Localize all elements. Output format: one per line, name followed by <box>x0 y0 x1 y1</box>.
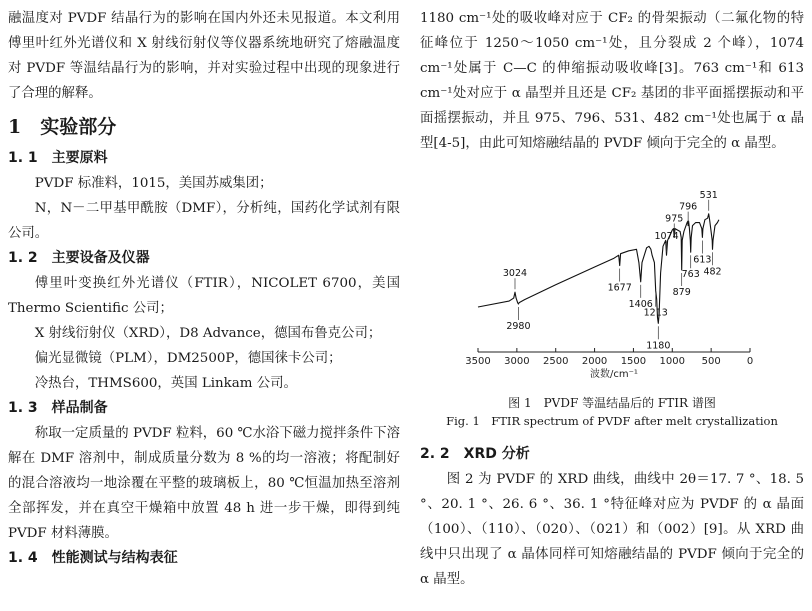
material-dmf: N，N－二甲基甲酰胺（DMF），分析纯，国药化学试剂有限公司。 <box>8 201 400 241</box>
x-tick-label: 3000 <box>504 356 530 367</box>
peak-label-1213: 1213 <box>643 307 668 319</box>
subsection-1-1-heading: 1. 1 主要原料 <box>8 150 108 166</box>
peak-label-796: 796 <box>679 201 698 213</box>
subsection-1-2-heading: 1. 2 主要设备及仪器 <box>8 250 150 266</box>
x-axis-label: 波数/cm⁻¹ <box>590 369 638 380</box>
sample-prep-paragraph: 称取一定质量的 PVDF 粒料，60 ℃水浴下磁力搅拌条件下溶解在 DMF 溶剂中，制成质量分数为 8 %的均一溶液；将配制好的混合溶液均一地涂覆在平整的玻璃板上，80 ℃恒温加热至溶剂全部挥发，并在真空干燥箱中放置 48 h 进一步干燥，即得到纯 PVDF 材料薄膜。 <box>8 426 400 541</box>
subsection-1-3-heading: 1. 3 样品制备 <box>8 400 108 416</box>
x-tick-label: 1500 <box>620 356 647 367</box>
peak-label-3024: 3024 <box>502 268 528 280</box>
subsection-1-4-heading: 1. 4 性能测试与结构表征 <box>8 550 178 566</box>
x-tick-label: 1000 <box>659 356 686 367</box>
peak-label-1677: 1677 <box>607 282 632 294</box>
figure-caption-cn: 图 1 PVDF 等温结晶后的 FTIR 谱图 <box>508 396 716 410</box>
peak-label-613: 613 <box>693 254 712 266</box>
right-column <box>420 6 804 592</box>
equipment-hotstage: 冷热台，THMS600，英国 Linkam 公司。 <box>34 376 297 391</box>
ftir-figure <box>420 166 804 394</box>
peak-label-879: 879 <box>672 287 691 298</box>
peak-label-482: 482 <box>703 266 722 278</box>
x-tick-label: 2000 <box>581 356 608 367</box>
peak-label-975: 975 <box>665 213 684 225</box>
section-1-heading: 1 实验部分 <box>8 116 117 138</box>
equipment-xrd: X 射线衍射仪（XRD），D8 Advance，德国布鲁克公司； <box>34 326 382 341</box>
peak-label-1406: 1406 <box>628 298 653 310</box>
peak-label-2980: 2980 <box>506 321 531 333</box>
xrd-discussion-paragraph: 图 2 为 PVDF 的 XRD 曲线，曲线中 2θ＝17. 7 °、18. 5 °、20. 1 °、26. 6 °、36. 1 °特征峰对应为 PVDF 的 α 晶面（100）、（110）、（020）、（021）和（002）[9]。从 XRD 曲线中只出现了 α 晶体同样可知熔融结晶的 PVDF 倾向于完全的 α 晶型。 <box>420 472 804 587</box>
ftir-chart <box>420 166 804 394</box>
peak-label-1074: 1074 <box>654 231 679 243</box>
intro-paragraph: 融温度对 PVDF 结晶行为的影响在国内外还未见报道。本文利用傅里叶红外光谱仪和 X 射线衍射仪等仪器系统地研究了熔融温度对 PVDF 等温结晶行为的影响，并对实验过程中出现的现象进行了合理的解释。 <box>8 11 400 101</box>
equipment-plm: 偏光显微镜（PLM），DM2500P，德国徕卡公司； <box>34 351 342 366</box>
x-tick-label: 500 <box>701 356 721 367</box>
material-pvdf: PVDF 标准料，1015，美国苏威集团； <box>34 176 273 191</box>
peak-label-763: 763 <box>681 269 700 281</box>
figure-caption-en: Fig. 1 FTIR spectrum of PVDF after melt crystallization <box>446 414 778 428</box>
subsection-2-2-heading: 2. 2 XRD 分析 <box>420 446 530 462</box>
peak-label-531: 531 <box>699 189 718 201</box>
x-tick-label: 3500 <box>465 356 491 367</box>
x-tick-label: 2500 <box>542 356 569 367</box>
x-tick-label: 0 <box>746 356 754 367</box>
peak-label-1180: 1180 <box>646 340 671 352</box>
ftir-discussion-paragraph: 1180 cm⁻¹处的吸收峰对应于 CF₂ 的骨架振动（二氟化物的特征峰位于 1250～1050 cm⁻¹处，且分裂成 2 个峰），1074 cm⁻¹处属于 C—C 的伸缩振动吸收峰[3]。763 cm⁻¹和 613 cm⁻¹处对应于 α 晶型并且还是 CF₂ 基团的非平面摇摆振动和平面摇摆振动，并且 975、796、531、482 cm⁻¹处也属于 α 晶型[4-5]，由此可知熔融结晶的 PVDF 倾向于完全的 α 晶型。 <box>420 11 804 151</box>
left-column <box>8 6 400 571</box>
equipment-ftir: 傅里叶变换红外光谱仪（FTIR），NICOLET 6700，美国 Thermo Scientific 公司； <box>8 276 400 316</box>
